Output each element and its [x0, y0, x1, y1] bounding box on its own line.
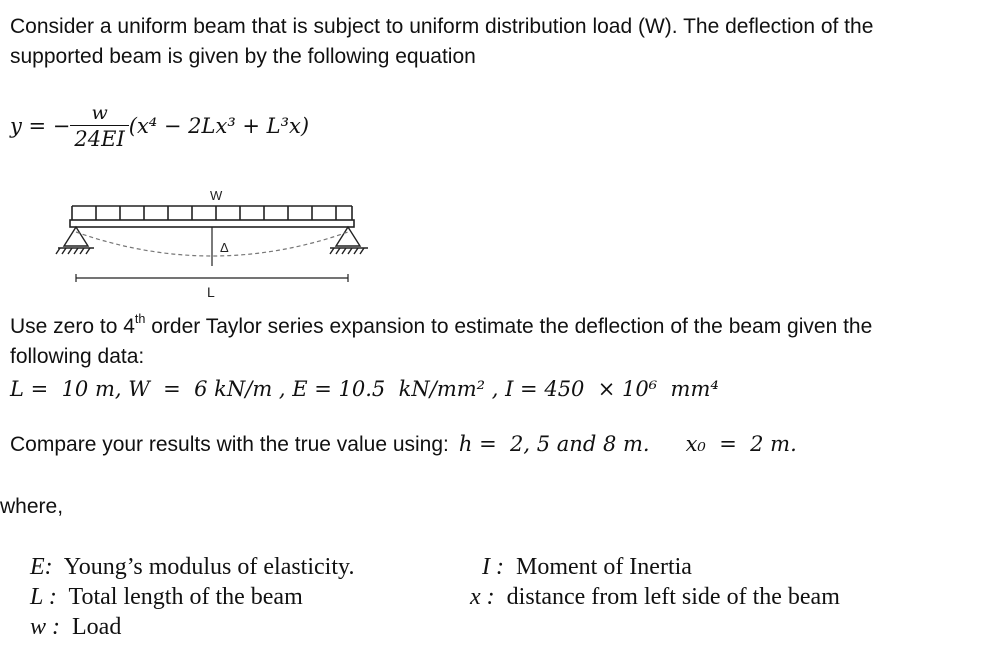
task-line-2: following data:	[10, 345, 145, 368]
right-support-icon	[330, 227, 368, 254]
intro-line-1: Consider a uniform beam that is subject to uniform distribution load (W). The deflection of the	[10, 15, 874, 38]
given-data: L = 10 m, W = 6 kN/m , E = 10.5 kN/mm² , I = 450 × 10⁶ mm⁴	[10, 377, 719, 401]
equation-fraction	[70, 101, 128, 152]
definition-x-symbol: x :	[470, 584, 495, 610]
definition-L-text: Total length of the beam	[68, 584, 303, 610]
task-line-1-post: order Taylor series expansion to estimate the deflection of the beam given the	[145, 315, 873, 338]
definition-L	[30, 582, 303, 612]
equation-rhs: (x⁴ − 2Lx³ + L³x)	[128, 114, 310, 138]
definition-I	[482, 552, 692, 582]
task-line-1-pre: Use zero to 4	[10, 315, 135, 338]
task-line-1	[10, 312, 872, 342]
definition-w	[30, 612, 121, 642]
where-label: where,	[0, 495, 64, 518]
definition-E-text: Young’s modulus of elasticity.	[63, 554, 355, 580]
length-label: L	[207, 284, 215, 300]
compare-h-values: h = 2, 5 and 8 m.	[458, 432, 650, 456]
compare-text: Compare your results with the true value using:	[10, 433, 449, 456]
deflection-equation	[10, 96, 309, 156]
definition-I-text: Moment of Inertia	[515, 554, 692, 580]
definition-E-symbol: E:	[30, 554, 53, 580]
beam	[70, 220, 354, 227]
distributed-load-arrows	[72, 206, 352, 220]
delta-label: Δ	[220, 240, 229, 255]
definition-x-text: distance from left side of the beam	[506, 584, 840, 610]
load-label: W	[210, 188, 223, 203]
task-line-1-sup: th	[134, 312, 146, 327]
intro-line-2: supported beam is given by the following equation	[10, 45, 476, 68]
definition-w-text: Load	[72, 614, 122, 640]
compare-line	[10, 430, 797, 460]
equation-numerator: w	[70, 101, 128, 126]
equation-denominator: 24EI	[74, 126, 125, 151]
definition-I-symbol: I :	[482, 554, 504, 580]
compare-x0: x₀ = 2 m.	[685, 432, 797, 456]
definition-E	[30, 552, 354, 582]
left-support-icon	[56, 227, 94, 254]
beam-diagram	[50, 180, 390, 300]
definition-x	[470, 582, 840, 612]
definition-L-symbol: L :	[30, 584, 57, 610]
equation-lhs: y = −	[10, 114, 71, 138]
definition-w-symbol: w :	[30, 614, 60, 640]
